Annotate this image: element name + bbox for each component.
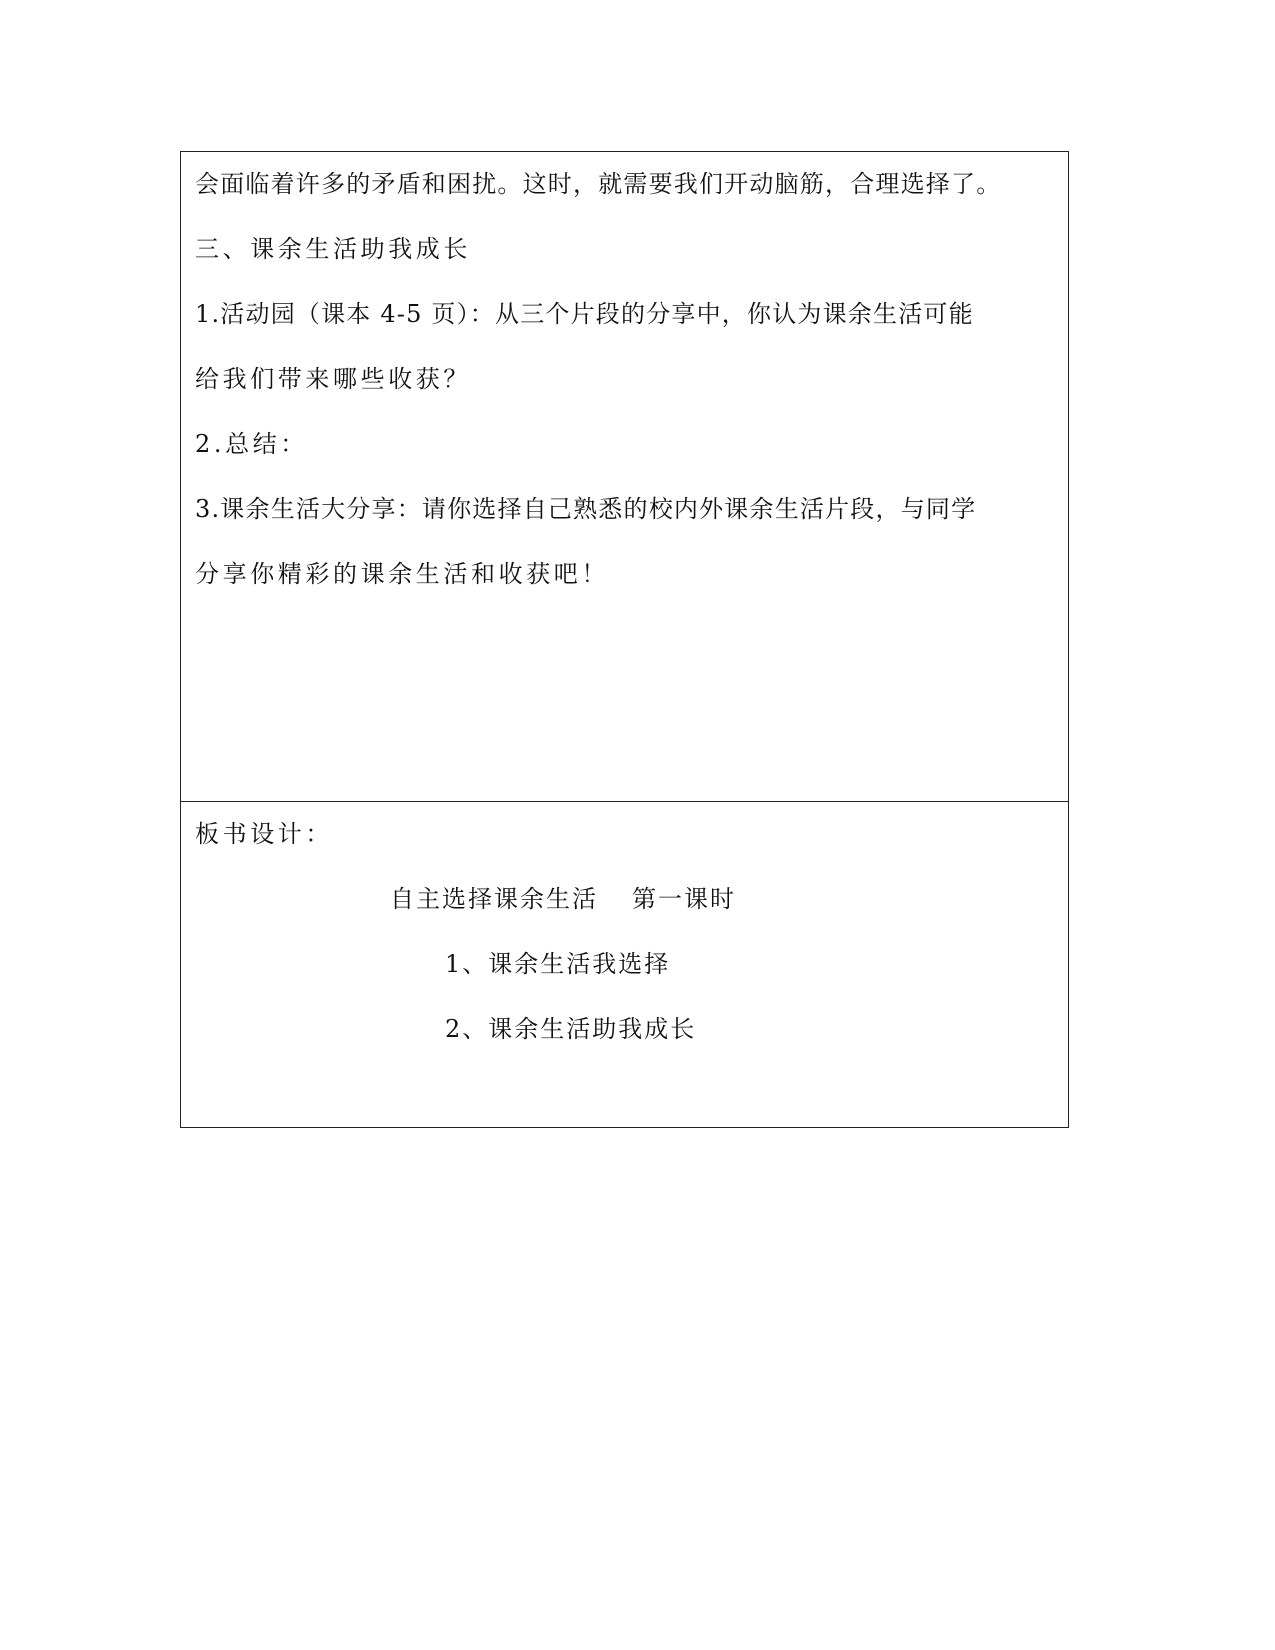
- continued-paragraph-line: 会面临着许多的矛盾和困扰。这时，就需要我们开动脑筋，合理选择了。: [195, 170, 1002, 198]
- activity-item-line-1: 1.活动园（课本 4-5 页）：从三个片段的分享中，你认为课余生活可能: [195, 300, 974, 328]
- board-lesson-number: 第一课时: [632, 885, 736, 913]
- board-point-1: 1、课余生活我选择: [445, 950, 671, 978]
- board-point-2: 2、课余生活助我成长: [445, 1015, 697, 1043]
- board-title: 自主选择课余生活: [390, 885, 598, 913]
- sharing-item-line-2: 分享你精彩的课余生活和收获吧！: [195, 560, 609, 588]
- board-design-cell: [181, 802, 1069, 1128]
- lesson-content-cell: [181, 152, 1069, 802]
- board-design-label: 板书设计：: [195, 820, 333, 848]
- board-design-row: [181, 802, 1069, 1128]
- board-title-line: [195, 867, 1054, 932]
- section-heading: 三、课余生活助我成长: [195, 235, 471, 263]
- sharing-item-line-1: 3.课余生活大分享：请你选择自己熟悉的校内外课余生活片段，与同学: [195, 495, 977, 523]
- activity-item-line-2: 给我们带来哪些收获？: [195, 365, 471, 393]
- lesson-plan-table: [180, 151, 1069, 1128]
- summary-item: 2.总结：: [195, 430, 308, 458]
- lesson-content-row: [181, 152, 1069, 802]
